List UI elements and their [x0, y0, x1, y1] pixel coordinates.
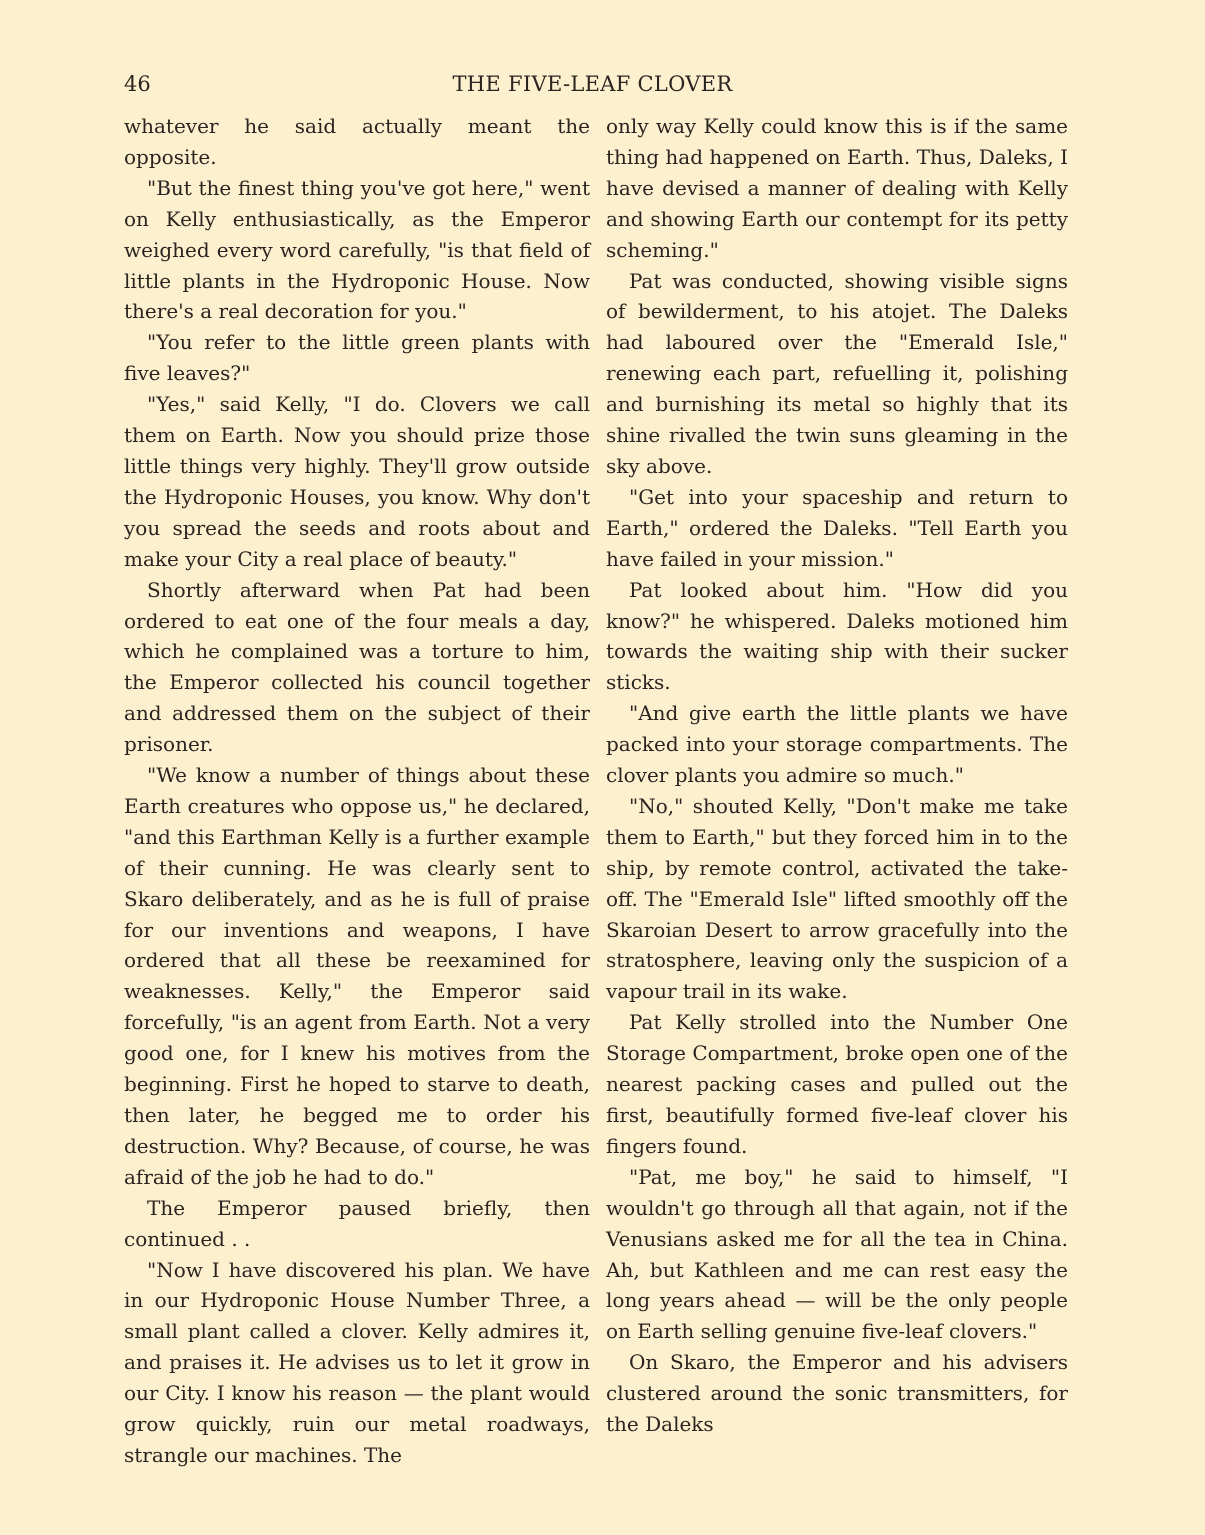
paragraph: The Emperor paused briefly, then continued . .: [124, 1195, 590, 1251]
running-title: THE FIVE-LEAF CLOVER: [452, 72, 733, 96]
paragraph: On Skaro, the Emperor and his advisers clustered around the sonic transmitters, for the Daleks: [606, 1350, 1068, 1437]
paragraph: "And give earth the little plants we have packed into your storage compartments. The clover plants you admire so much.": [606, 701, 1068, 788]
paragraph: "But the finest thing you've got here," went on Kelly enthusiastically, as the Emperor weighed every word carefully, "is that field of little plants in the Hydroponic House. Now there's a real decoration for you.": [124, 175, 590, 324]
page-number: 46: [124, 72, 151, 96]
paragraph: "Get into your spaceship and return to Earth," ordered the Daleks. "Tell Earth you have failed in your mission.": [606, 484, 1068, 571]
paragraph: "No," shouted Kelly, "Don't make me take them to Earth," but they forced him in to the ship, by remote control, activated the take-off. The "Emerald Isle" lifted smoothly off the Skaroian Desert to arrow gracefully into the stratosphere, leaving only the suspicion of a vapour trail in its wake.: [606, 793, 1068, 1004]
paragraph: "Pat, me boy," he said to himself, "I wouldn't go through all that again, not if the Venusians asked me for all the tea in China. Ah, but Kathleen and me can rest easy the long years ahead — will be the only people on Earth selling genuine five-leaf clovers.": [606, 1164, 1068, 1344]
paragraph: whatever he said actually meant the opposite.: [124, 114, 590, 169]
paragraph: Shortly afterward when Pat had been ordered to eat one of the four meals a day, which he complained was a torture to him, the Emperor collected his council together and addressed them on the subject of their prisoner.: [124, 577, 590, 757]
right-column: [606, 111, 1068, 1440]
left-column: [124, 111, 590, 1471]
paragraph: "We know a number of things about these Earth creatures who oppose us," he declared, "and this Earthman Kelly is a further example of their cunning. He was clearly sent to Skaro deliberately, and as he is full of praise for our inventions and weapons, I have ordered that all these be reexamined for weaknesses. Kelly," the Emperor said forcefully, "is an agent from Earth. Not a very good one, for I knew his motives from the beginning. First he hoped to starve to death, then later, he begged me to order his destruction. Why? Because, of course, he was afraid of the job he had to do.": [124, 763, 590, 1189]
paragraph: "You refer to the little green plants with five leaves?": [124, 330, 590, 386]
paragraph: "Yes," said Kelly, "I do. Clovers we call them on Earth. Now you should prize those little things very highly. They'll grow outside the Hydroponic Houses, you know. Why don't you spread the seeds and roots about and make your City a real place of beauty.": [124, 392, 590, 571]
paragraph: Pat Kelly strolled into the Number One Storage Compartment, broke open one of the nearest packing cases and pulled out the first, beautifully formed five-leaf clover his fingers found.: [606, 1010, 1068, 1158]
paragraph: Pat looked about him. "How did you know?" he whispered. Daleks motioned him towards the waiting ship with their sucker sticks.: [606, 577, 1068, 695]
paragraph: "Now I have discovered his plan. We have in our Hydroponic House Number Three, a small plant called a clover. Kelly admires it, and praises it. He advises us to let it grow in our City. I know his reason — the plant would grow quickly, ruin our metal roadways, strangle our machines. The: [124, 1257, 590, 1467]
paragraph: Pat was conducted, showing visible signs of bewilderment, to his atojet. The Daleks had laboured over the "Emerald Isle," renewing each part, refuelling it, polishing and burnishing its metal so highly that its shine rivalled the twin suns gleaming in the sky above.: [606, 268, 1068, 478]
paragraph: only way Kelly could know this is if the same thing had happened on Earth. Thus, Daleks, I have devised a manner of dealing with Kelly and showing Earth our contempt for its petty scheming.": [606, 114, 1068, 262]
